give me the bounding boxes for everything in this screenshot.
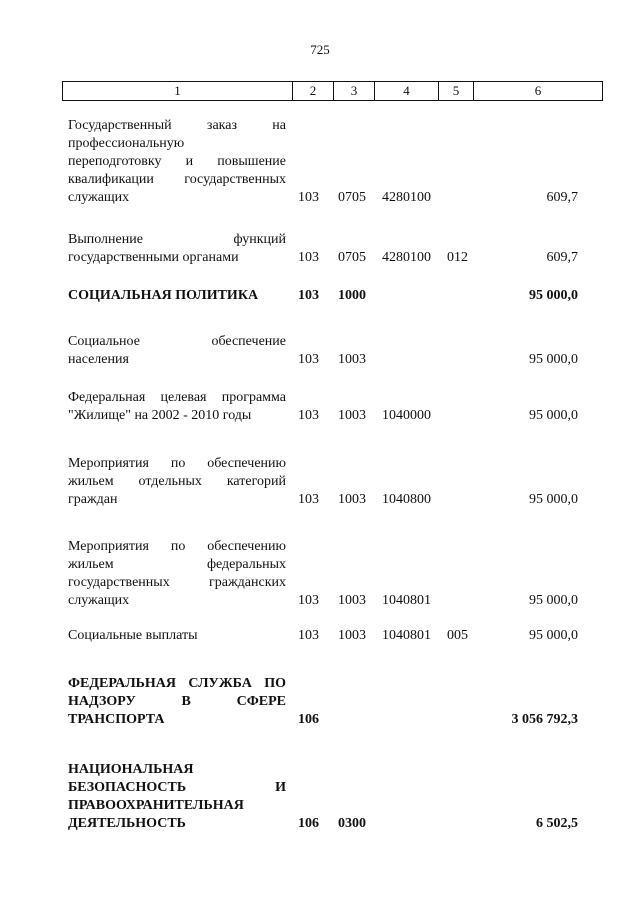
column-header-6: 6 bbox=[474, 82, 603, 101]
column-header-row bbox=[62, 81, 603, 101]
amount-value: 95 000,0 bbox=[529, 492, 578, 507]
row-label-line: НАДЗОРУ В СФЕРЕ bbox=[68, 694, 286, 709]
section-code: 0300 bbox=[338, 816, 366, 831]
ministry-code: 103 bbox=[298, 628, 319, 643]
target-article-code: 4280100 bbox=[382, 190, 431, 205]
column-header-2: 2 bbox=[293, 82, 334, 101]
section-code: 0705 bbox=[338, 190, 366, 205]
amount-value: 95 000,0 bbox=[529, 628, 578, 643]
row-label bbox=[68, 287, 286, 305]
row-label-line: Мероприятия по обеспечению bbox=[68, 456, 286, 471]
ministry-code: 103 bbox=[298, 352, 319, 367]
section-code: 1003 bbox=[338, 352, 366, 367]
row-label bbox=[68, 538, 286, 610]
amount-value: 95 000,0 bbox=[529, 593, 578, 608]
amount-value: 95 000,0 bbox=[529, 408, 578, 423]
section-code: 1003 bbox=[338, 492, 366, 507]
ministry-code: 106 bbox=[298, 816, 319, 831]
row-label-line: переподготовку и повышение bbox=[68, 154, 286, 169]
row-label bbox=[68, 117, 286, 207]
row-label-line: Социальные выплаты bbox=[68, 628, 198, 643]
row-label-line: СОЦИАЛЬНАЯ ПОЛИТИКА bbox=[68, 288, 259, 303]
row-label-line: Выполнение функций bbox=[68, 232, 286, 247]
row-label bbox=[68, 761, 286, 833]
ministry-code: 103 bbox=[298, 593, 319, 608]
ministry-code: 103 bbox=[298, 408, 319, 423]
row-label-line: профессиональную bbox=[68, 136, 185, 151]
row-label bbox=[68, 627, 286, 645]
section-code: 0705 bbox=[338, 250, 366, 265]
column-header-4: 4 bbox=[375, 82, 439, 101]
row-label-line: жильем отдельных категорий bbox=[68, 474, 286, 489]
row-label-line: граждан bbox=[68, 492, 118, 507]
column-header-1: 1 bbox=[63, 82, 293, 101]
row-label-line: жильем федеральных bbox=[68, 557, 286, 572]
section-code: 1000 bbox=[338, 288, 366, 303]
amount-value: 95 000,0 bbox=[529, 288, 578, 303]
section-code: 1003 bbox=[338, 628, 366, 643]
row-label bbox=[68, 455, 286, 509]
page-number: 725 bbox=[310, 42, 330, 57]
target-article-code: 4280100 bbox=[382, 250, 431, 265]
column-header-5: 5 bbox=[439, 82, 474, 101]
amount-value: 609,7 bbox=[546, 250, 578, 265]
row-label-line: "Жилище" на 2002 - 2010 годы bbox=[68, 408, 252, 423]
row-label bbox=[68, 389, 286, 425]
amount-value: 95 000,0 bbox=[529, 352, 578, 367]
row-label-line: служащих bbox=[68, 190, 130, 205]
target-article-code: 1040800 bbox=[382, 492, 431, 507]
row-label bbox=[68, 333, 286, 369]
ministry-code: 103 bbox=[298, 190, 319, 205]
row-label-line: НАЦИОНАЛЬНАЯ bbox=[68, 762, 194, 777]
section-code: 1003 bbox=[338, 408, 366, 423]
row-label-line: ДЕЯТЕЛЬНОСТЬ bbox=[68, 816, 186, 831]
row-label-line: населения bbox=[68, 352, 129, 367]
row-label-line: Государственный заказ на bbox=[68, 118, 286, 133]
row-label-line: Мероприятия по обеспечению bbox=[68, 539, 286, 554]
ministry-code: 106 bbox=[298, 712, 319, 727]
row-label-line: служащих bbox=[68, 593, 130, 608]
row-label-line: квалификации государственных bbox=[68, 172, 286, 187]
row-label-line: ТРАНСПОРТА bbox=[68, 712, 165, 727]
amount-value: 609,7 bbox=[546, 190, 578, 205]
row-label-line: БЕЗОПАСНОСТЬ И bbox=[68, 780, 286, 795]
row-label bbox=[68, 231, 286, 267]
row-label-line: ПРАВООХРАНИТЕЛЬНАЯ bbox=[68, 798, 244, 813]
row-label bbox=[68, 675, 286, 729]
row-label-line: Федеральная целевая программа bbox=[68, 390, 286, 405]
row-label-line: государственными органами bbox=[68, 250, 239, 265]
amount-value: 3 056 792,3 bbox=[511, 712, 578, 727]
section-code: 1003 bbox=[338, 593, 366, 608]
target-article-code: 1040801 bbox=[382, 628, 431, 643]
row-label-line: Социальное обеспечение bbox=[68, 334, 286, 349]
expense-type-code: 012 bbox=[447, 250, 468, 265]
amount-value: 6 502,5 bbox=[536, 816, 578, 831]
target-article-code: 1040000 bbox=[382, 408, 431, 423]
row-label-line: государственных гражданских bbox=[68, 575, 286, 590]
ministry-code: 103 bbox=[298, 250, 319, 265]
target-article-code: 1040801 bbox=[382, 593, 431, 608]
row-label-line: ФЕДЕРАЛЬНАЯ СЛУЖБА ПО bbox=[68, 676, 286, 691]
column-header-3: 3 bbox=[334, 82, 375, 101]
expense-type-code: 005 bbox=[447, 628, 468, 643]
ministry-code: 103 bbox=[298, 492, 319, 507]
ministry-code: 103 bbox=[298, 288, 319, 303]
